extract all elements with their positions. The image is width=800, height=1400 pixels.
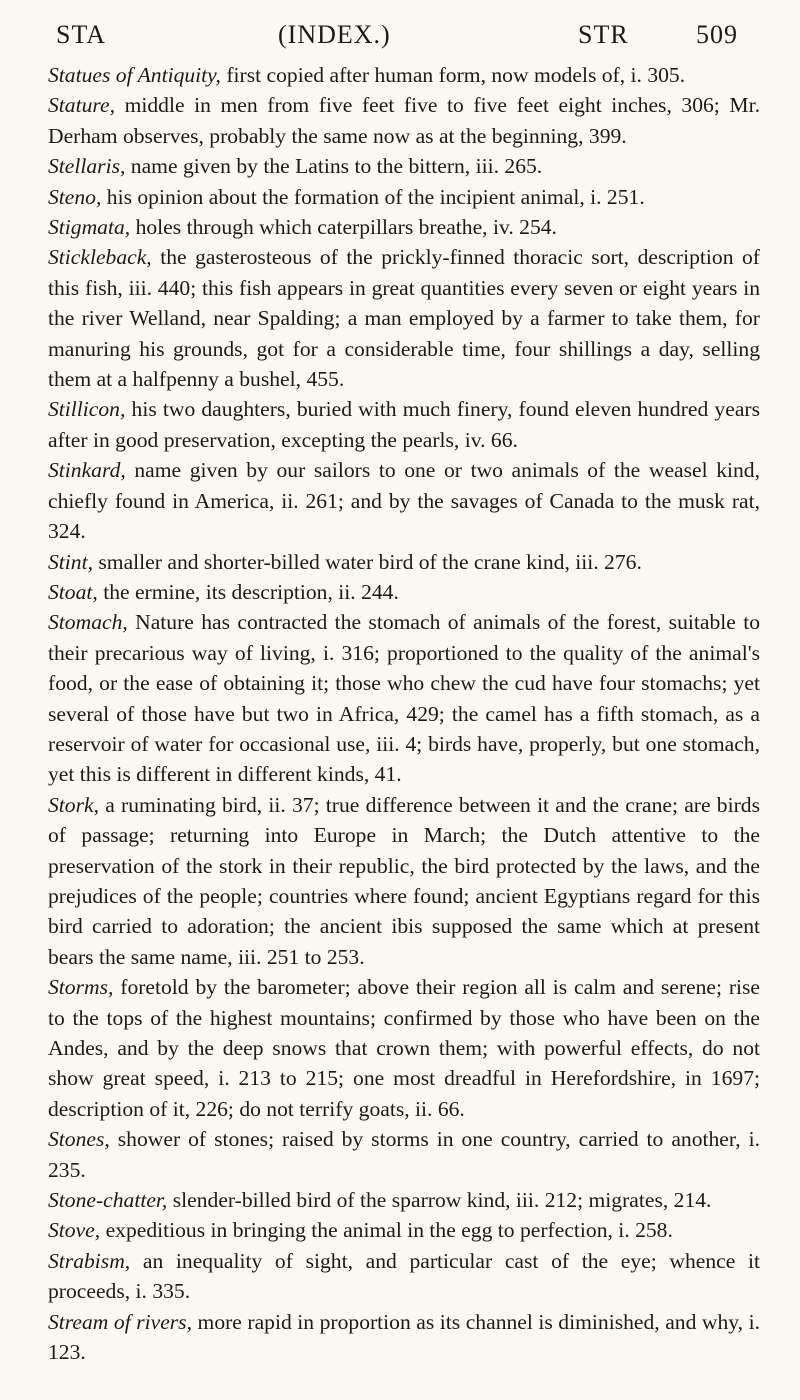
entry-head: Stigmata, bbox=[48, 215, 131, 240]
entry-text: more rapid in proportion as its channel is diminished, and why, i. 123. bbox=[48, 1309, 761, 1365]
entry-text: shower of stones; raised by storms in one country, carried to another, i. 235. bbox=[48, 1127, 760, 1182]
index-entry bbox=[48, 1124, 760, 1185]
index-entry bbox=[48, 394, 760, 455]
index-entry bbox=[48, 242, 760, 394]
index-entry bbox=[48, 1307, 760, 1368]
entry-head: Stickleback, bbox=[48, 245, 152, 270]
entry-text: expeditious in bringing the animal in the egg to perfection, i. 258. bbox=[100, 1218, 673, 1243]
entry-head: Stone-chatter, bbox=[48, 1188, 168, 1213]
entry-head: Statues of Antiquity, bbox=[48, 63, 221, 87]
entry-text: foretold by the barometer; above their region all is calm and serene; rise to the tops of the highest mountains; confirmed by those who have been on the Andes, and by the deep snows that crown them; with powerful effects, do not show great speed, i. 213 to 215; one most dreadful in Herefordshire, in 1697; description of it, 226; do not terrify goats, ii. 66. bbox=[48, 975, 760, 1121]
entry-head: Stint, bbox=[48, 549, 93, 574]
entry-head: Stillicon, bbox=[48, 397, 126, 422]
index-entry bbox=[48, 607, 760, 789]
entry-head: Steno, bbox=[48, 184, 102, 209]
index-entry bbox=[48, 547, 760, 577]
index-entry bbox=[48, 790, 760, 972]
entry-text: middle in men from five feet five to five feet eight inches, 306; Mr. Derham observes, probably the same now as at the beginning, 399. bbox=[48, 93, 760, 148]
index-entry bbox=[48, 151, 760, 181]
entry-head: Storms, bbox=[48, 975, 114, 1000]
entry-text: slender-billed bird of the sparrow kind, iii. 212; migrates, 214. bbox=[167, 1188, 712, 1213]
page-number: 509 bbox=[696, 20, 738, 49]
entry-head: Stature, bbox=[48, 93, 115, 118]
running-head-center: (INDEX.) bbox=[278, 20, 391, 49]
entry-text: Nature has contracted the stomach of animals of the forest, suitable to their precarious way of living, i. 316; proportioned to the quality of the animal's food, or the ease of obtaining it; those who chew the cud have four stomachs; yet several of those have but two in Africa, 429; the camel has a fifth stomach, as a reservoir of water for occasional use, iii. 4; birds have, properly, but one stomach, yet this is different in different kinds, 41. bbox=[48, 610, 760, 787]
index-entry bbox=[48, 577, 760, 607]
entry-text: holes through which caterpillars breathe, iv. 254. bbox=[130, 215, 557, 240]
entry-text: the gasterosteous of the prickly-finned thoracic sort, description of this fish, iii. 440; this fish appears in great quantities every seven or eight years in the river Welland, near Spalding; a man employed by a farmer to take them, for manuring his grounds, got for a considerable time, four shillings a day, selling them at a halfpenny a bushel, 455. bbox=[48, 245, 760, 392]
entry-text: smaller and shorter-billed water bird of the crane kind, iii. 276. bbox=[93, 549, 642, 574]
index-entry bbox=[48, 1215, 760, 1245]
running-head-right: STR bbox=[578, 20, 629, 49]
entry-text: name given by our sailors to one or two animals of the weasel kind, chiefly found in America, ii. 261; and by the savages of Canada to the musk rat, 324. bbox=[48, 458, 760, 544]
entry-text: name given by the Latins to the bittern, iii. 265. bbox=[125, 154, 543, 179]
entry-head: Stellaris, bbox=[48, 154, 126, 179]
entry-text: an inequality of sight, and particular cast of the eye; whence it proceeds, i. 335. bbox=[48, 1248, 760, 1304]
index-entry bbox=[48, 212, 760, 242]
entry-text: first copied after human form, now models of, i. 305. bbox=[220, 63, 686, 87]
entry-head: Stream of rivers, bbox=[48, 1309, 192, 1334]
entry-head: Stove, bbox=[48, 1218, 101, 1243]
running-head bbox=[48, 14, 760, 54]
index-entries bbox=[48, 60, 760, 1367]
entry-head: Stoat, bbox=[48, 579, 98, 604]
entry-text: his two daughters, buried with much finery, found eleven hundred years after in good preservation, excepting the pearls, iv. 66. bbox=[48, 397, 760, 452]
entry-text: a ruminating bird, ii. 37; true difference between it and the crane; are birds of passage; returning into Europe in March; the Dutch attentive to the preservation of the stork in their republic, the bird protected by the laws, and the prejudices of the people; countries where found; ancient Egyptians regard for this bird carried to adoration; the ancient ibis supposed the same which at present bears the same name, iii. 251 to 253. bbox=[48, 792, 760, 969]
entry-text: the ermine, its description, ii. 244. bbox=[97, 579, 399, 604]
entry-head: Stork, bbox=[48, 792, 99, 817]
index-entry bbox=[48, 455, 760, 546]
entry-head: Stones, bbox=[48, 1127, 110, 1152]
index-entry bbox=[48, 90, 760, 151]
entry-text: his opinion about the formation of the incipient animal, i. 251. bbox=[101, 184, 645, 209]
index-entry bbox=[48, 1185, 760, 1215]
index-entry bbox=[48, 60, 760, 90]
index-entry bbox=[48, 972, 760, 1124]
index-entry bbox=[48, 1246, 760, 1307]
entry-head: Stinkard, bbox=[48, 458, 126, 483]
entry-head: Strabism, bbox=[48, 1248, 131, 1273]
running-head-left: STA bbox=[56, 20, 107, 49]
index-entry bbox=[48, 182, 760, 212]
entry-head: Stomach, bbox=[48, 610, 128, 635]
